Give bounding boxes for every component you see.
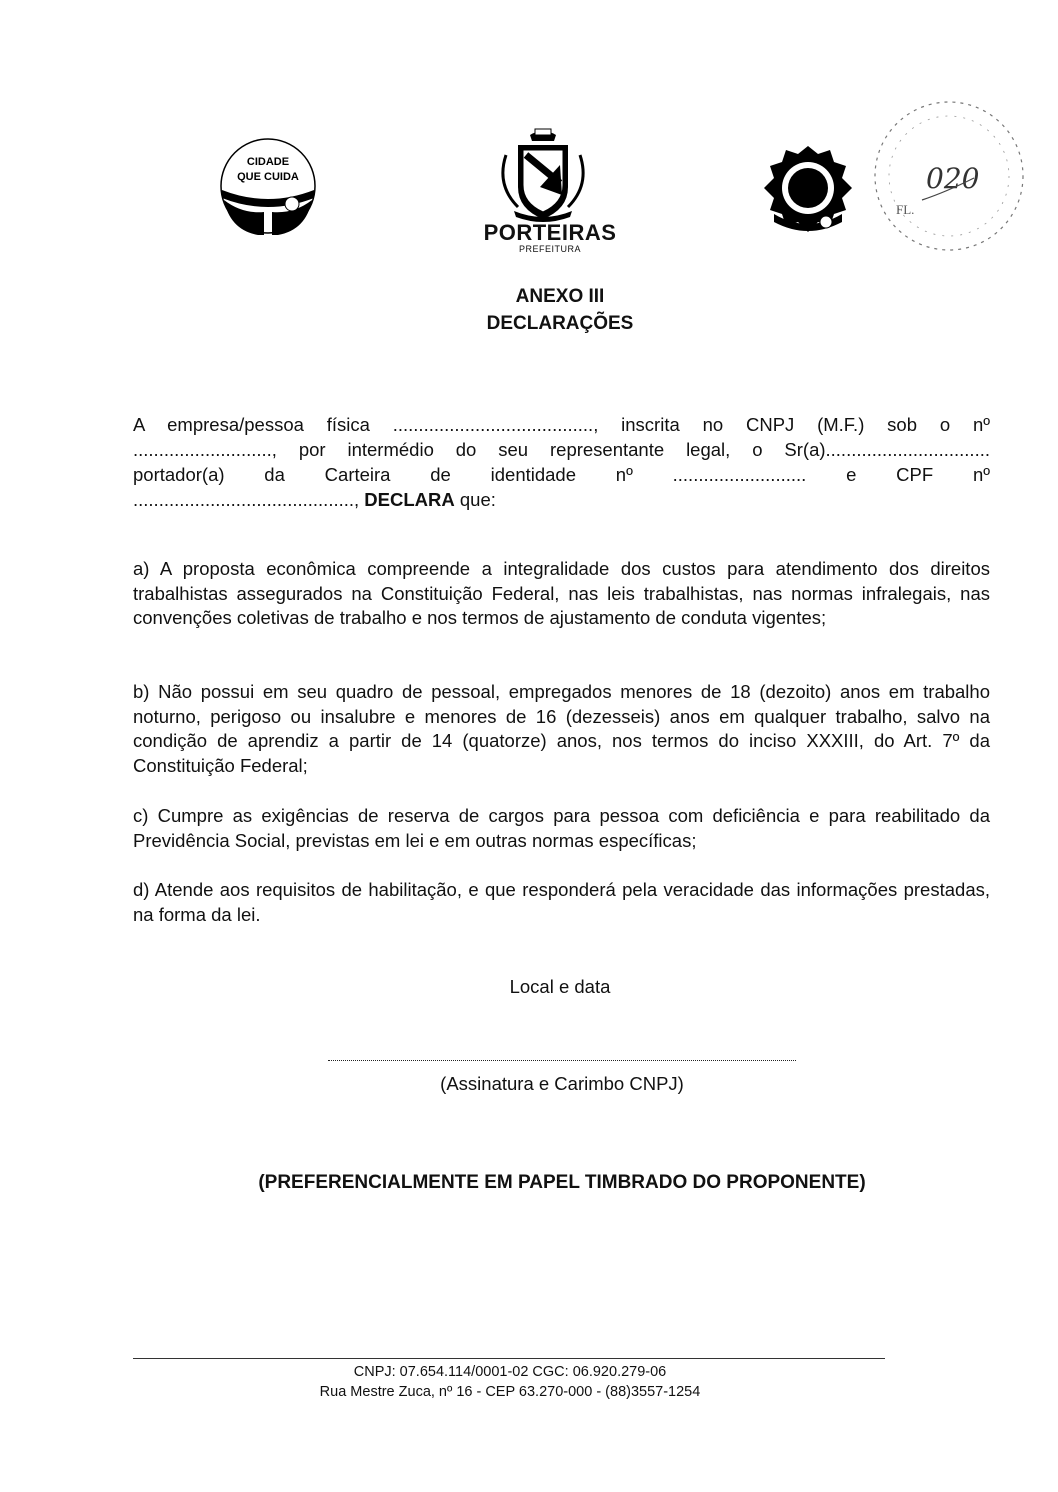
declara-keyword: DECLARA [364, 489, 455, 510]
annex-title: ANEXO III [515, 286, 605, 307]
municipal-seal [758, 140, 858, 240]
item-b: b) Não possui em seu quadro de pessoal, empregados menores de 18 (dezoito) anos em trabalho noturno, perigoso ou insalubre e menores de 16 (dezesseis) anos em qualquer trabalho, salvo na condição de aprendiz a partir de 14 (quatorze) anos, nos termos do inciso XXXIII, do Art. 7º da Constituição Federal; [133, 681, 990, 776]
item-d: d) Atende aos requisitos de habilitação, e que responderá pela veracidade das informações prestadas, na forma da lei. [133, 879, 990, 925]
intro-line-4-end: que: [454, 489, 496, 510]
svg-text:QUE CUIDA: QUE CUIDA [237, 171, 299, 183]
signature-caption: (Assinatura e Carimbo CNPJ) [440, 1073, 684, 1094]
footer-cnpj: CNPJ: 07.654.114/0001-02 CGC: 06.920.279-06 [353, 1364, 667, 1380]
intro-paragraph [133, 412, 990, 512]
item-c: c) Cumpre as exigências de reserva de cargos para pessoa com deficiência e para reabilitado da Previdência Social, previstas em lei e em outras normas específicas; [133, 805, 990, 851]
brand-name: PORTEIRAS [483, 220, 617, 245]
svg-text:020: 020 [926, 162, 980, 195]
declarations-title: DECLARAÇÕES [486, 313, 634, 334]
brand-subtitle: PREFEITURA [518, 244, 581, 254]
intro-line-4 [133, 487, 990, 512]
letterhead-note: (PREFERENCIALMENTE EM PAPEL TIMBRADO DO PROPONENTE) [258, 1172, 866, 1193]
svg-text:CIDADE: CIDADE [246, 156, 290, 168]
signature-line [328, 1050, 796, 1061]
cidade-que-cuida-logo [212, 138, 324, 238]
item-a: a) A proposta econômica compreende a integralidade dos custos para atendimento dos direitos trabalhistas assegurados na Constituição Federal, nas leis trabalhistas, nas normas infralegais, nas convenções coletivas de trabalho e nos termos de ajustamento de conduta vigentes; [133, 558, 990, 628]
intro-line-4-dots: ..........................................., [133, 489, 365, 510]
intro-line-2: ..........................., por intermédio do seu representante legal, o Sr(a)................................ [133, 439, 990, 460]
intro-line-1: A empresa/pessoa física ......................................., inscrita no CNPJ (M.F.) sob o nº [133, 414, 990, 435]
footer-address: Rua Mestre Zuca, nº 16 - CEP 63.270-000 - (88)3557-1254 [319, 1384, 701, 1400]
intro-line-3: portador(a) da Carteira de identidade nº .......................... e CPF nº [133, 464, 990, 485]
folio-stamp [866, 96, 1032, 256]
svg-text:FL.: FL. [896, 202, 915, 217]
porteiras-coat-of-arms [488, 125, 598, 225]
local-and-date: Local e data [509, 976, 611, 997]
footer-divider [133, 1358, 885, 1359]
